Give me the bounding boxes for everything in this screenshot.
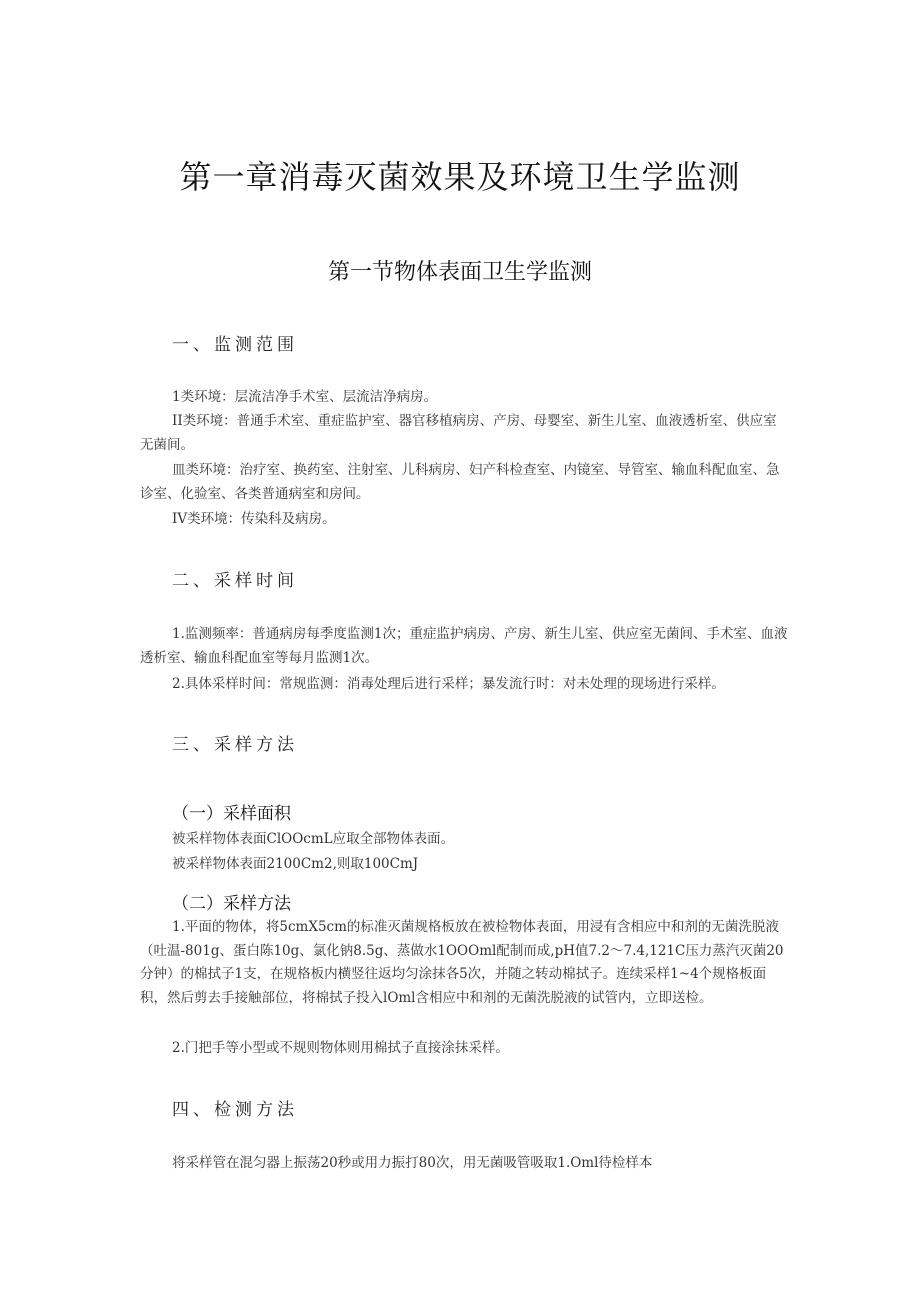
section-heading-time: 二、采样时间 (172, 571, 298, 591)
paragraph-small-objects: 2.门把手等小型或不规则物体则用棉拭子直接涂抹采样。 (172, 1040, 509, 1056)
paragraph-class3: 皿类环境：治疗室、换药室、注射室、儿科病房、妇产科检查室、内镜室、导管室、输血科配血室、急诊室、化验室、各类普通病室和房间。 (140, 462, 780, 502)
line-area-large: 被采样物体表面2100Cm2,则取100CmJ (172, 856, 419, 872)
subsection-heading-area: （一）采样面积 (172, 804, 291, 824)
section-title: 第一节物体表面卫生学监测 (327, 260, 592, 285)
section-heading-scope: 一、监测范围 (172, 335, 298, 355)
paragraph-detection: 将采样管在混匀器上振荡20秒或用力振打80次，用无菌吸管吸取1.Oml待检样本 (172, 1155, 653, 1171)
paragraph-frequency: 1.监测频率：普通病房每季度监测1次；重症监护病房、产房、新生儿室、供应室无菌间、手术室、血液透析室、输血科配血室等每月监测1次。 (140, 626, 788, 666)
chapter-title: 第一章消毒灭菌效果及环境卫生学监测 (179, 158, 741, 196)
subsection-heading-procedure: （二）采样方法 (172, 894, 291, 914)
section-heading-method: 三、采样方法 (172, 735, 298, 755)
paragraph-sampling-time: 2.具体采样时间：常规监测：消毒处理后进行采样；暴发流行时：对未处理的现场进行采样。 (172, 676, 725, 692)
paragraph-flat-surface: 1.平面的物体，将5cmX5cm的标准灭菌规格板放在被检物体表面，用浸有含相应中和剂的无菌洗脱液（吐温-801g、蛋白陈10g、氯化钠8.5g、蒸做水1OOOml配制而成,pH值7.2〜7.4,121C压力蒸汽灭菌20分钟）的棉拭子1支，在规格板内横竖往返均匀涂抹各5次，并随之转动棉拭子。连续采样1~4个规格板面积，然后剪去手接触部位，将棉拭子投入lOml含相应中和剂的无菌洗脱液的试管内，立即送检。 (140, 919, 784, 1006)
line-area-small: 被采样物体表面ClOOcmL应取全部物体表面。 (172, 831, 455, 847)
paragraph-class4: IV类环境：传染科及病房。 (172, 511, 336, 527)
section-heading-detection: 四、检测方法 (172, 1100, 298, 1120)
paragraph-class2: II类环境：普通手术室、重症监护室、器官移植病房、产房、母婴室、新生儿室、血液透析室、供应室无菌间。 (140, 413, 777, 453)
paragraph-class1: 1类环境：层流洁净手术室、层流洁净病房。 (172, 389, 438, 405)
